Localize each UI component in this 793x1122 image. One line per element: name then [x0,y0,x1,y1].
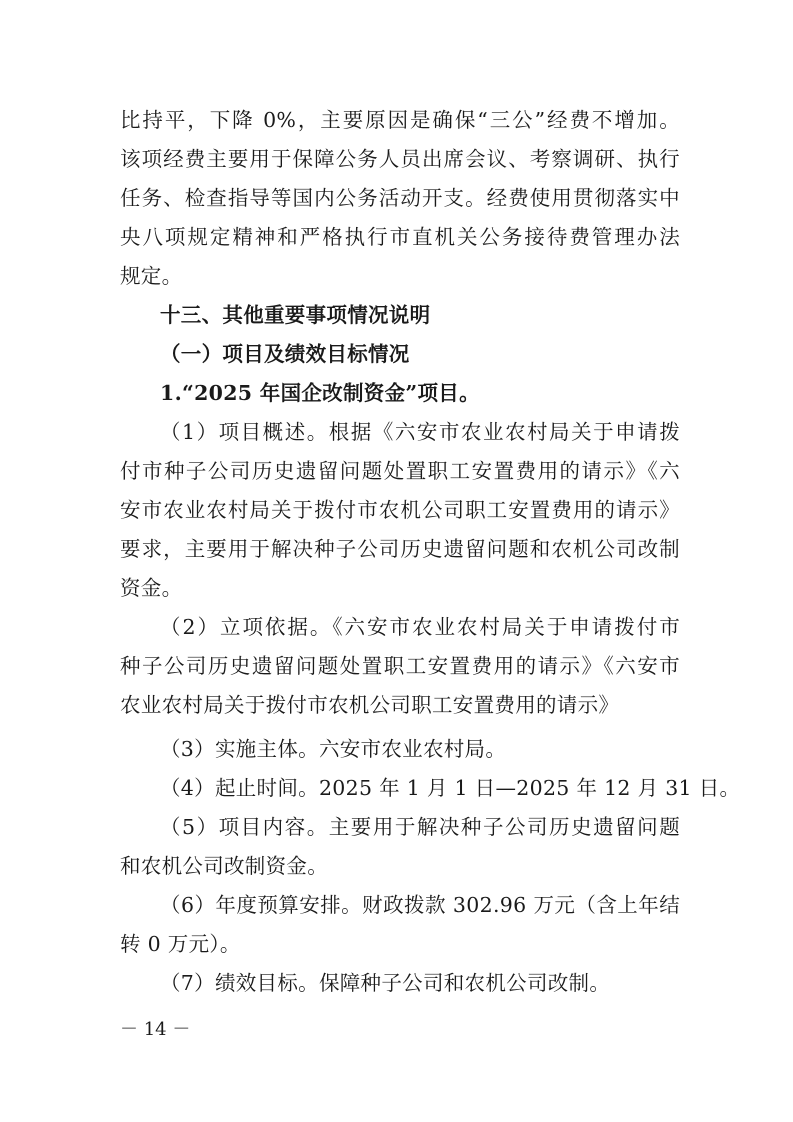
subsection-heading: （一）项目及绩效目标情况 [160,342,410,366]
implementer-line: （3）实施主体。六安市农业农村局。 [160,737,507,761]
paragraph-line-1: 比持平，下降 0%，主要原因是确保“三公”经费不增加。 [120,108,680,132]
paragraph-line-2: 该项经费主要用于保障公务人员出席会议、考察调研、执行 [120,147,680,171]
period-line: （4）起止时间。2025 年 1 月 1 日—2025 年 12 月 31 日。 [160,776,741,800]
basis-line-2: 种子公司历史遗留问题处置职工安置费用的请示》《六安市 [120,654,680,678]
basis-line-3: 农业农村局关于拨付市农机公司职工安置费用的请示》 [120,693,620,717]
paragraph-line-4: 央八项规定精神和严格执行市直机关公务接待费管理办法 [120,225,680,249]
budget-line-2: 转 0 万元）。 [120,932,241,956]
content-line-1: （5）项目内容。主要用于解决种子公司历史遗留问题 [160,815,680,839]
goal-line: （7）绩效目标。保障种子公司和农机公司改制。 [160,971,611,995]
overview-line-2: 付市种子公司历史遗留问题处置职工安置费用的请示》《六 [120,459,680,483]
paragraph-line-3: 任务、检查指导等国内公务活动开支。经费使用贯彻落实中 [120,186,680,210]
overview-line-4: 要求，主要用于解决种子公司历史遗留问题和农机公司改制 [120,537,680,561]
item-heading: 1.“2025 年国企改制资金”项目。 [160,381,480,405]
content-line-2: 和农机公司改制资金。 [120,854,328,878]
section-heading: 十三、其他重要事项情况说明 [160,303,431,327]
paragraph-line-5: 规定。 [120,264,183,288]
basis-line-1: （2）立项依据。《六安市农业农村局关于申请拨付市 [160,615,680,639]
page-number: － 14 － [120,1019,191,1040]
overview-line-3: 安市农业农村局关于拨付市农机公司职工安置费用的请示》 [120,498,680,522]
overview-line-1: （1）项目概述。根据《六安市农业农村局关于申请拨 [160,420,680,444]
overview-line-5: 资金。 [120,576,183,600]
budget-line-1: （6）年度预算安排。财政拨款 302.96 万元（含上年结 [160,893,680,917]
